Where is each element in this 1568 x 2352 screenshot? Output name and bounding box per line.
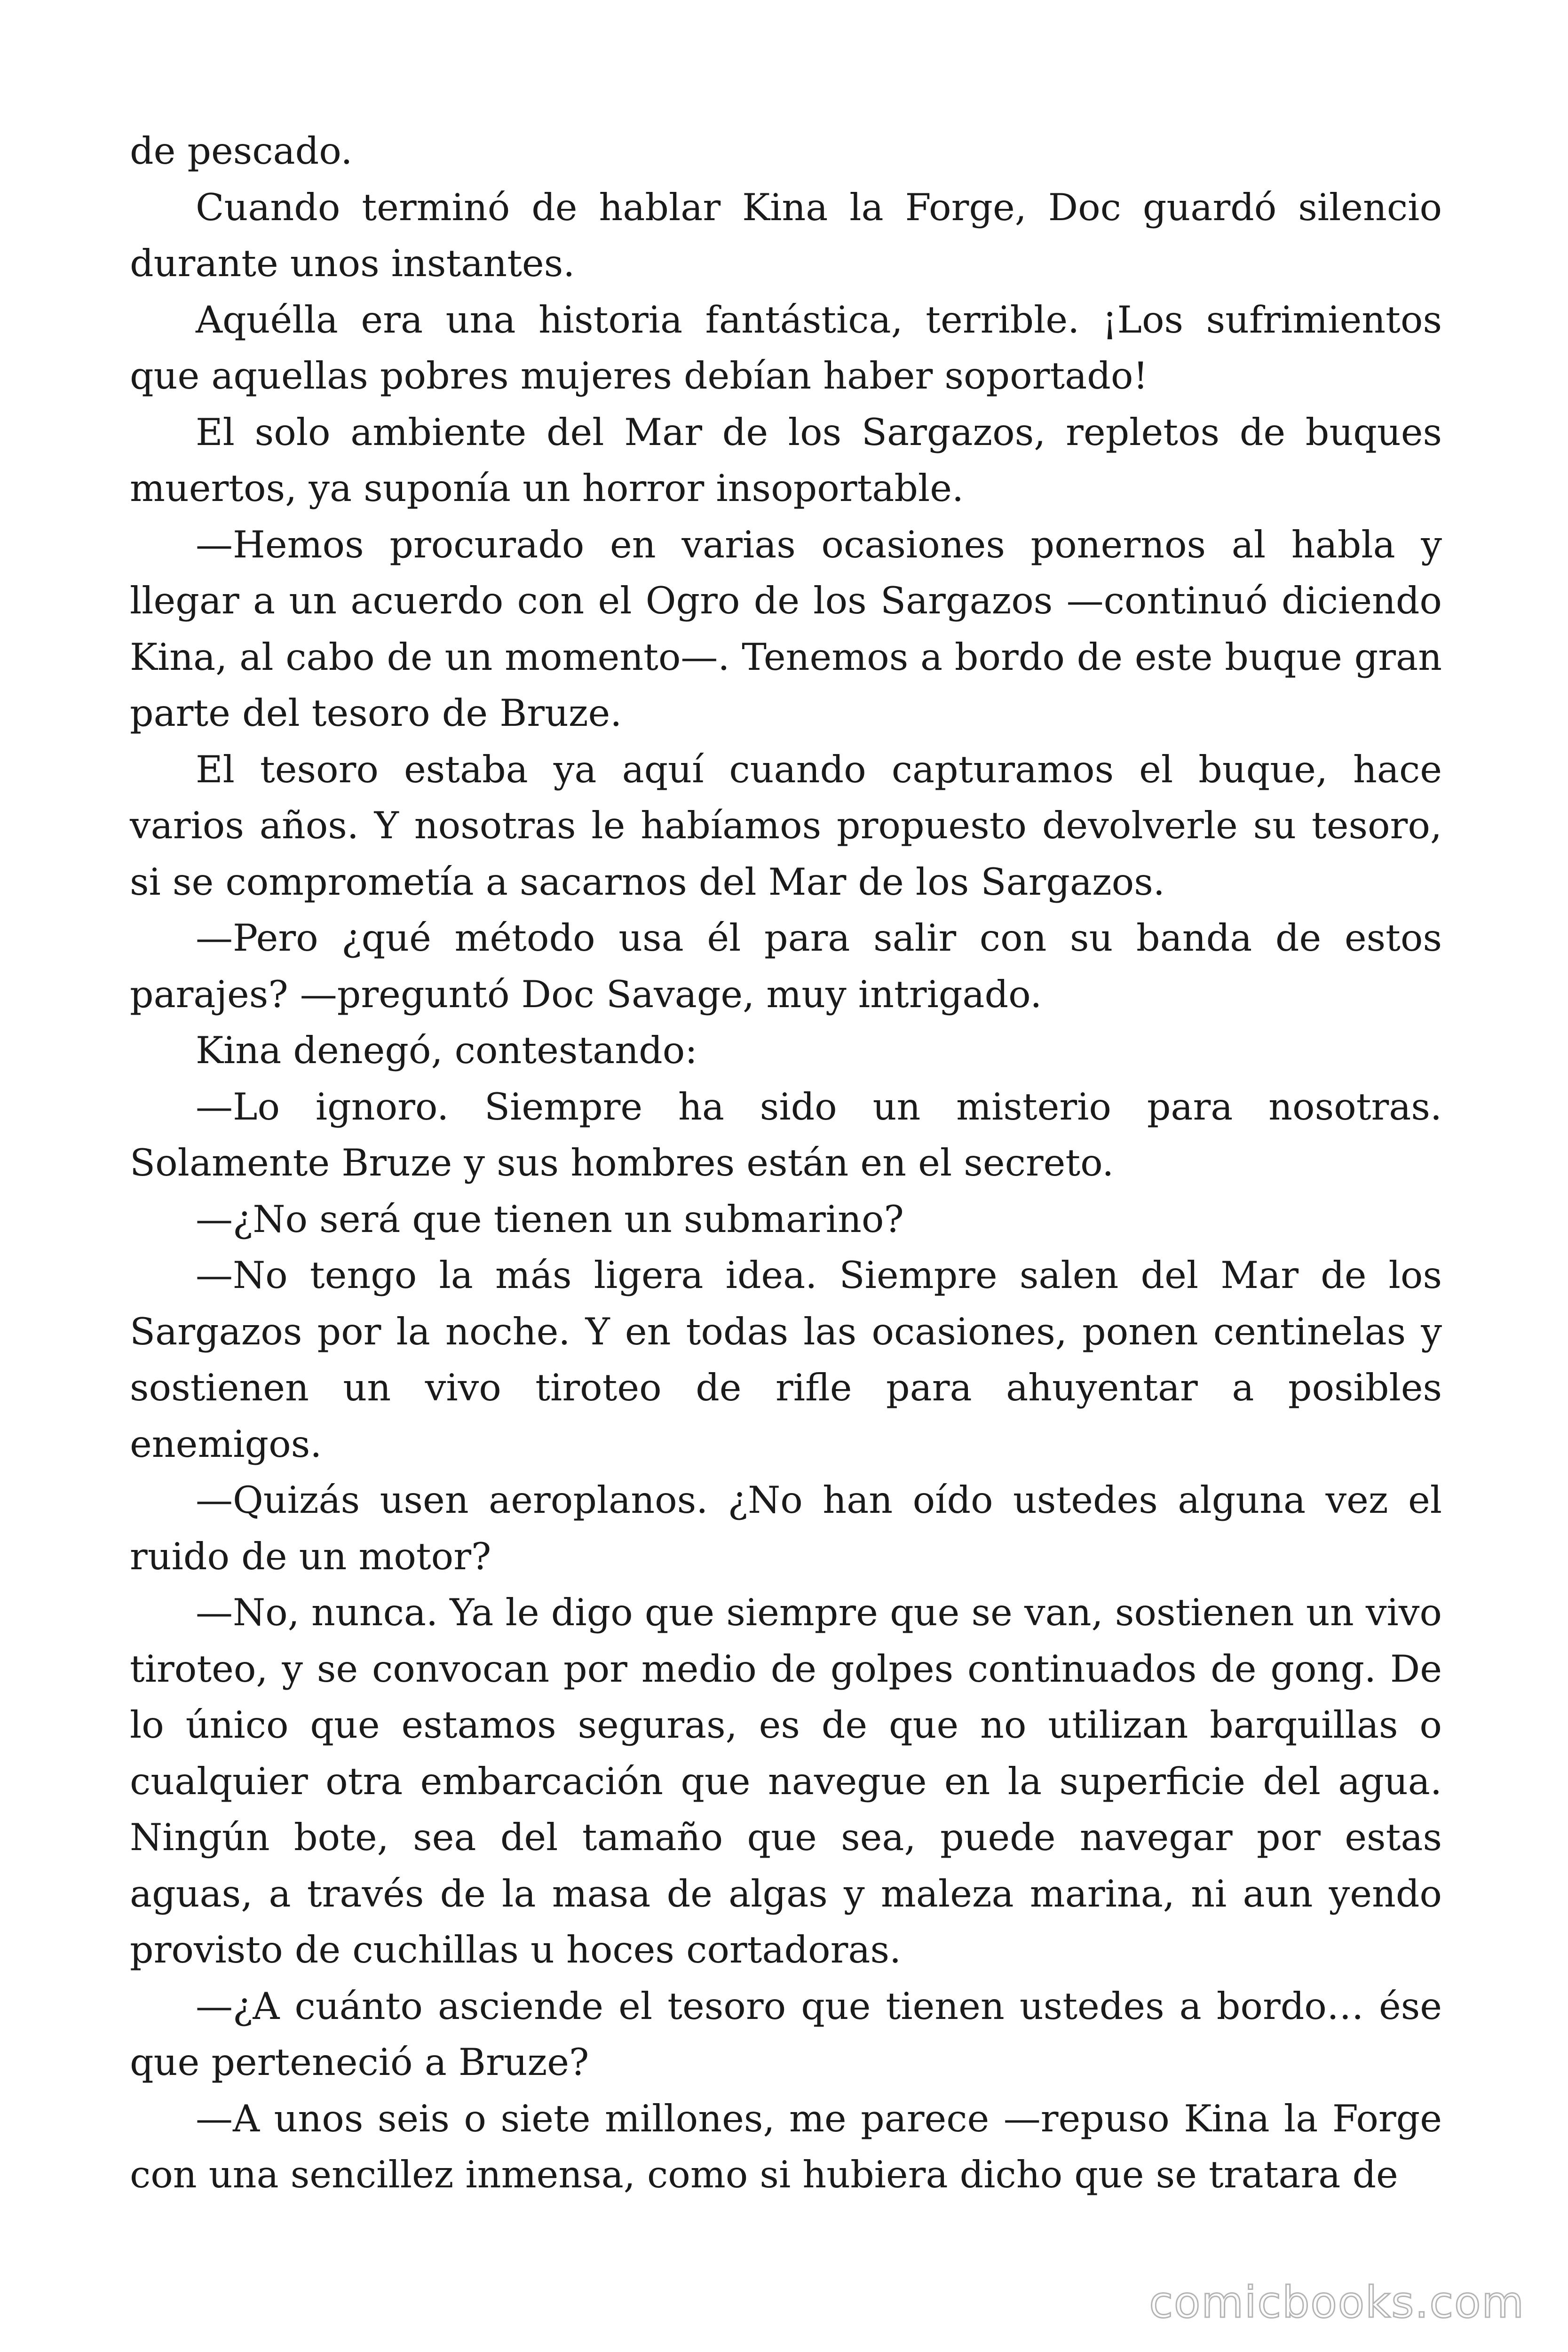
paragraph: —No, nunca. Ya le digo que siempre que se van, sostienen un vivo tiroteo, y se convocan por medio de golpes continuados de gong. De lo único que estamos seguras, es de que no utilizan barquillas o cualquier otra embarcación que navegue en la superficie del agua. Ningún bote, sea del tamaño que sea, puede navegar por estas aguas, a través de la masa de algas y maleza marina, ni aun yendo provisto de cuchillas u hoces cortadoras. <box>130 1591 1442 1971</box>
paragraph: Aquélla era una historia fantástica, terrible. ¡Los sufrimientos que aquellas pobres mujeres debían haber soportado! <box>130 298 1442 397</box>
paragraph: —¿No será que tienen un submarino? <box>196 1197 904 1241</box>
paragraph: —Lo ignoro. Siempre ha sido un misterio para nosotras. Solamente Bruze y sus hombres están en el secreto. <box>130 1085 1442 1184</box>
paragraph: —No tengo la más ligera idea. Siempre salen del Mar de los Sargazos por la noche. Y en todas las ocasiones, ponen centinelas y sostienen un vivo tiroteo de rifle para ahuyentar a posibles enemigos. <box>130 1254 1442 1466</box>
site-watermark: comicbooks.com <box>1149 2277 1525 2328</box>
paragraph: —¿A cuánto asciende el tesoro que tienen ustedes a bordo… ése que perteneció a Bruze? <box>130 1984 1442 2084</box>
paragraph: —Quizás usen aeroplanos. ¿No han oído ustedes alguna vez el ruido de un motor? <box>130 1478 1442 1578</box>
paragraph: Cuando terminó de hablar Kina la Forge, Doc guardó silencio durante unos instantes. <box>130 185 1442 285</box>
paragraph: Kina denegó, contestando: <box>196 1029 697 1072</box>
paragraph: —Hemos procurado en varias ocasiones ponernos al habla y llegar a un acuerdo con el Ogro de los Sargazos —continuó diciendo Kina, al cabo de un momento—. Tenemos a bordo de este buque gran parte del tesoro de Bruze. <box>130 523 1442 735</box>
paragraph: —Pero ¿qué método usa él para salir con su banda de estos parajes? —preguntó Doc Savage, muy intrigado. <box>130 916 1442 1016</box>
body-text <box>130 123 1442 2203</box>
paragraph-continuation: de pescado. <box>130 129 353 173</box>
paragraph: El tesoro estaba ya aquí cuando capturamos el buque, hace varios años. Y nosotras le habíamos propuesto devolverle su tesoro, si se comprometía a sacarnos del Mar de los Sargazos. <box>130 747 1442 904</box>
paragraph: —A unos seis o siete millones, me parece —repuso Kina la Forge con una sencillez inmensa, como si hubiera dicho que se tratara de <box>130 2097 1442 2196</box>
paragraph: El solo ambiente del Mar de los Sargazos, repletos de buques muertos, ya suponía un horror insoportable. <box>130 410 1442 510</box>
